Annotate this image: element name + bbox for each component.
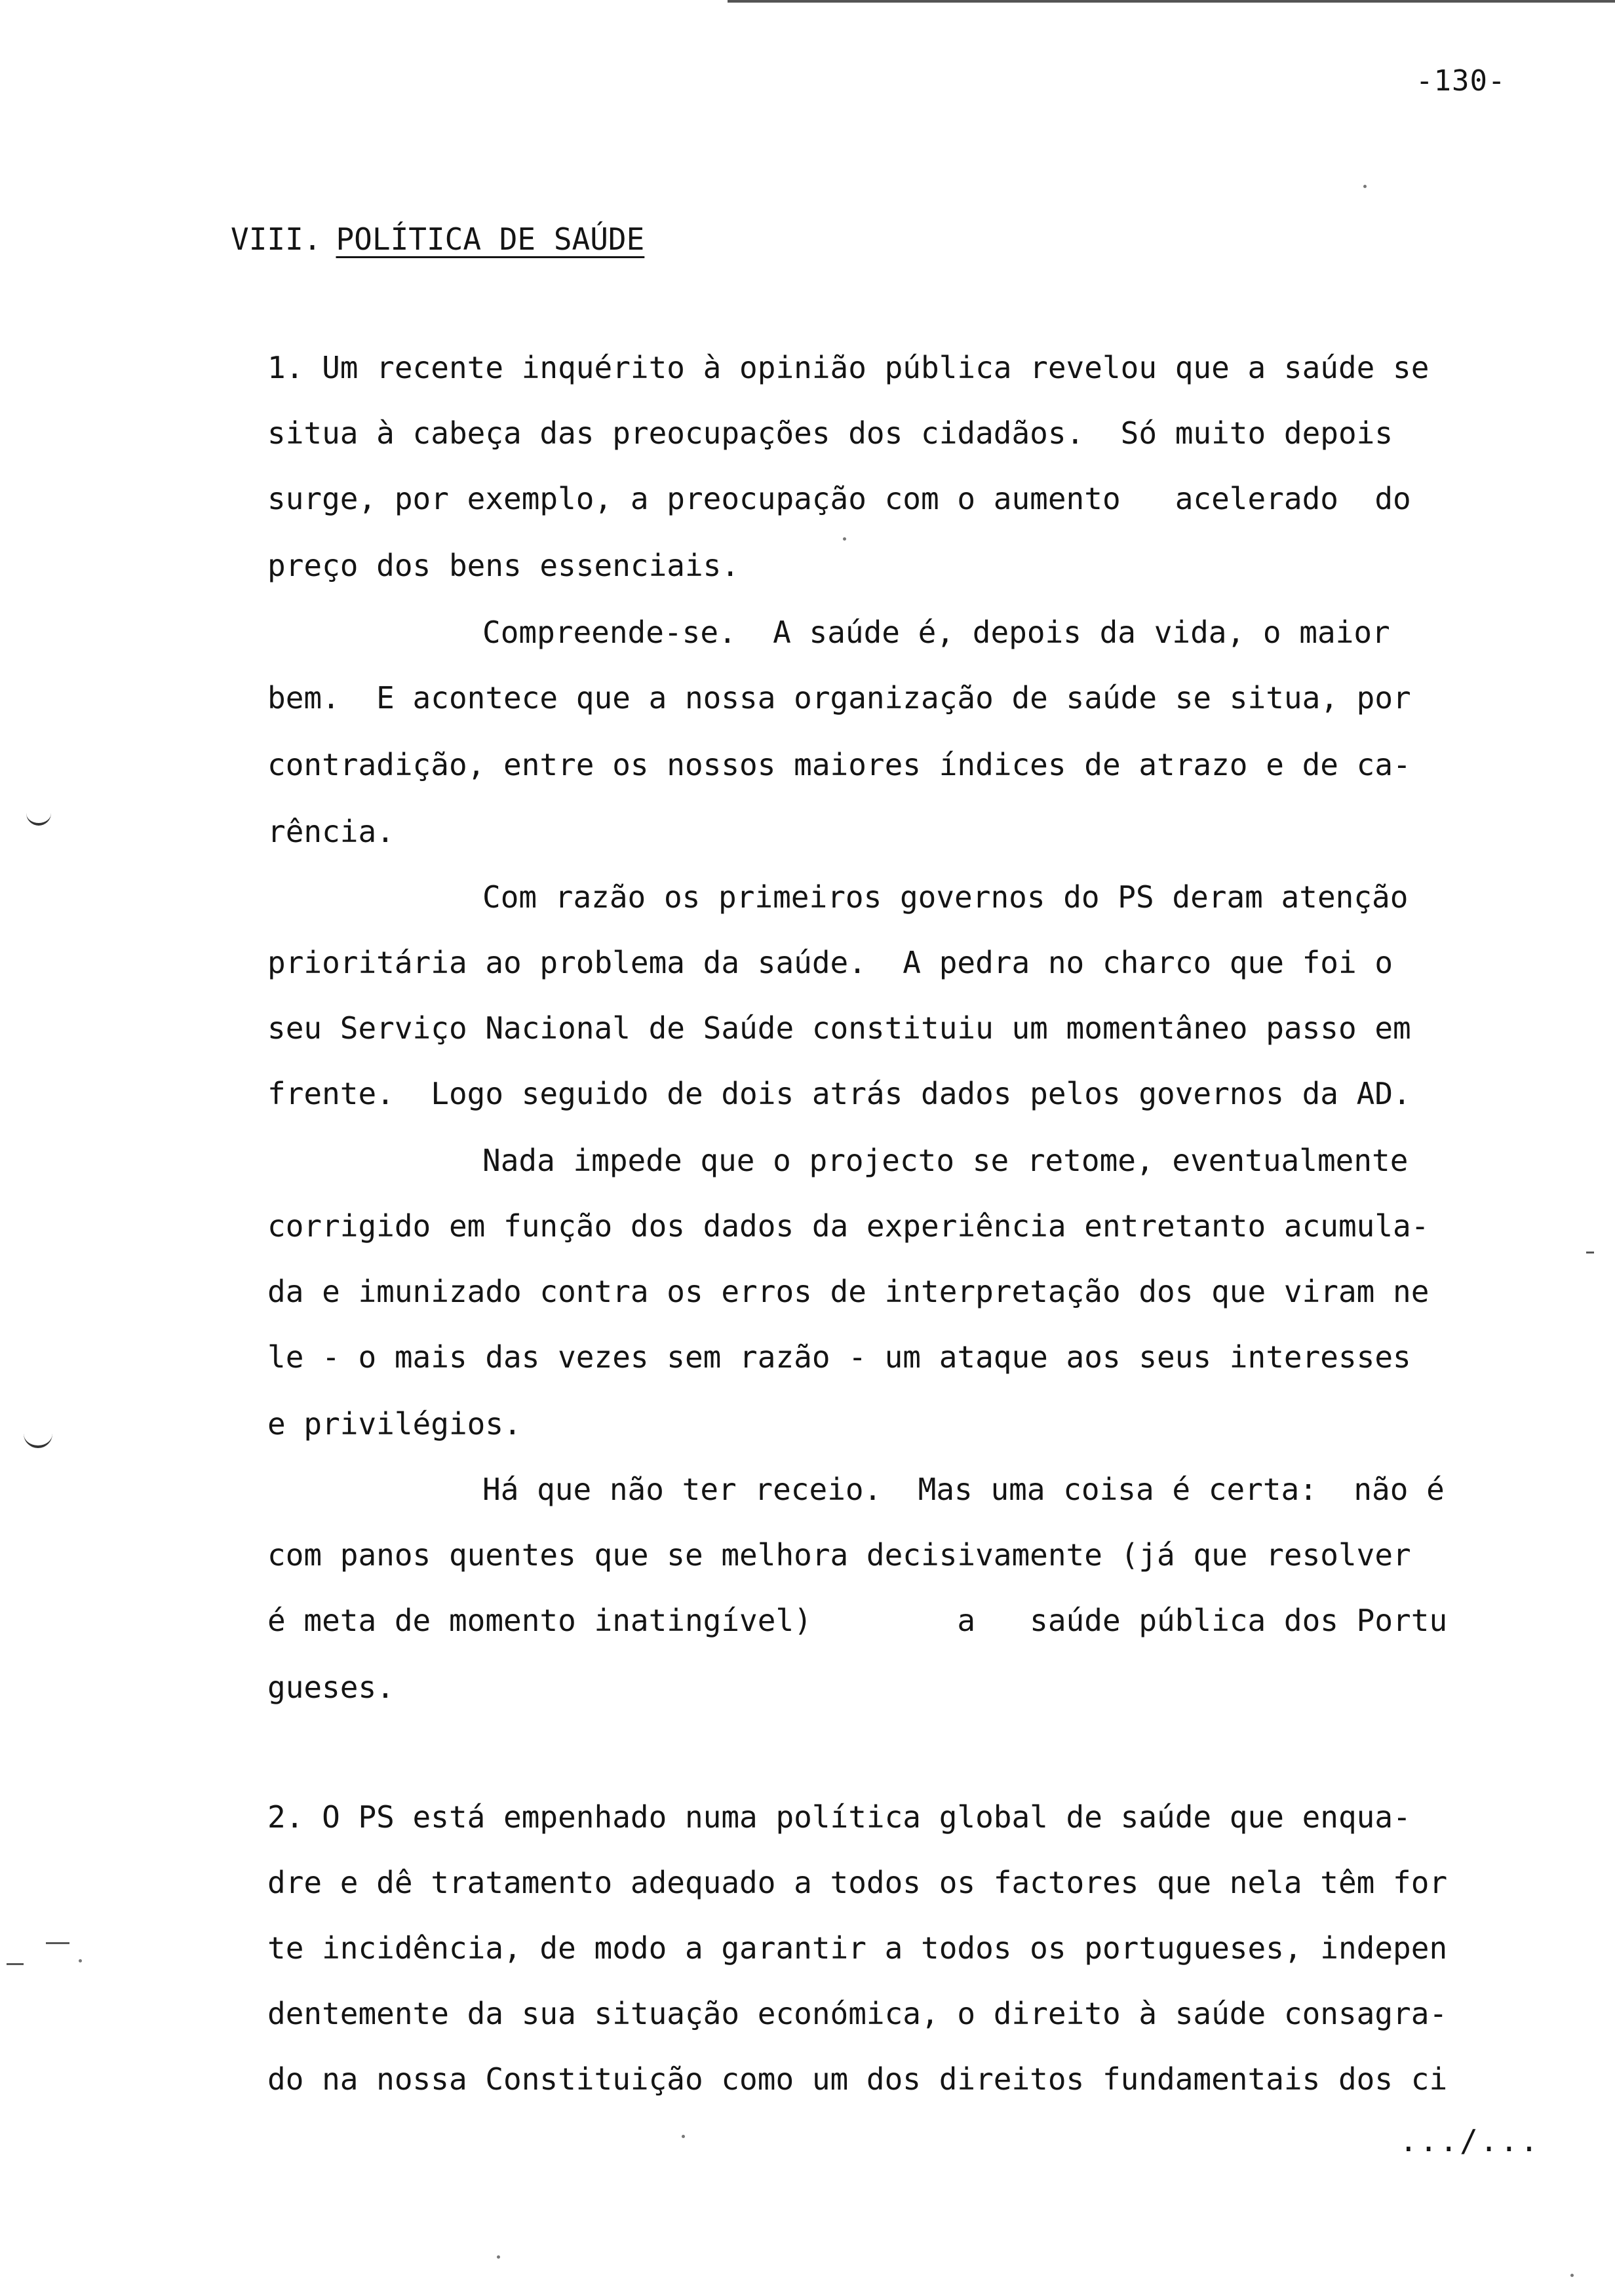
text-line: rência. <box>267 814 395 849</box>
text-line: prioritária ao problema da saúde. A pedra no charco que foi o <box>267 945 1393 980</box>
page-number: -130- <box>1416 64 1506 98</box>
speck <box>497 2255 500 2259</box>
top-rule <box>728 0 1615 3</box>
speck <box>843 537 846 541</box>
text-line: bem. E acontece que a nossa organização de saúde se situa, por <box>267 680 1411 716</box>
section-heading <box>231 221 644 257</box>
margin-mark <box>7 1963 24 1965</box>
text-line: Compreende-se. A saúde é, depois da vida, o maior <box>482 615 1390 650</box>
speck <box>79 1959 82 1962</box>
text-line: da e imunizado contra os erros de interpretação dos que viram ne <box>267 1274 1430 1309</box>
text-line: corrigido em função dos dados da experiência entretanto acumula- <box>267 1208 1430 1244</box>
text-line: e privilégios. <box>267 1406 522 1442</box>
margin-mark <box>24 1426 52 1448</box>
text-line: Nada impede que o projecto se retome, eventualmente <box>482 1143 1409 1178</box>
text-line: 2. O PS está empenhado numa política global de saúde que enqua- <box>267 1799 1411 1835</box>
text-line: frente. Logo seguido de dois atrás dados pelos governos da AD. <box>267 1076 1411 1111</box>
text-line: seu Serviço Nacional de Saúde constituiu um momentâneo passo em <box>267 1010 1411 1046</box>
text-line: dre e dê tratamento adequado a todos os factores que nela têm for <box>267 1865 1448 1900</box>
text-line: situa à cabeça das preocupações dos cidadãos. Só muito depois <box>267 415 1393 451</box>
text-line: preço dos bens essenciais. <box>267 548 740 583</box>
text-line: dentemente da sua situação económica, o direito à saúde consagra- <box>267 1996 1448 2031</box>
text-line: gueses. <box>267 1670 395 1705</box>
speck <box>1570 2274 1574 2277</box>
section-number: VIII. <box>231 221 322 257</box>
section-title: POLÍTICA DE SAÚDE <box>336 221 645 257</box>
margin-mark <box>26 810 51 826</box>
text-line: le - o mais das vezes sem razão - um ataque aos seus interesses <box>267 1339 1411 1375</box>
speck <box>682 2135 685 2138</box>
text-line: com panos quentes que se melhora decisivamente (já que resolver <box>267 1537 1411 1573</box>
text-line: Há que não ter receio. Mas uma coisa é certa: não é <box>482 1472 1445 1507</box>
continuation-mark: .../... <box>1399 2123 1540 2158</box>
text-line: contradição, entre os nossos maiores índices de atrazo e de ca- <box>267 747 1411 782</box>
margin-mark <box>46 1942 69 1944</box>
margin-mark <box>1586 1252 1594 1253</box>
text-line: surge, por exemplo, a preocupação com o aumento acelerado do <box>267 481 1411 516</box>
text-line: 1. Um recente inquérito à opinião pública revelou que a saúde se <box>267 350 1430 385</box>
text-line: te incidência, de modo a garantir a todos os portugueses, indepen <box>267 1930 1448 1966</box>
text-line: Com razão os primeiros governos do PS deram atenção <box>482 879 1409 915</box>
text-line: é meta de momento inatingível) a saúde pública dos Portu <box>267 1603 1448 1638</box>
speck <box>1363 185 1367 188</box>
text-line: do na nossa Constituição como um dos direitos fundamentais dos ci <box>267 2061 1448 2097</box>
